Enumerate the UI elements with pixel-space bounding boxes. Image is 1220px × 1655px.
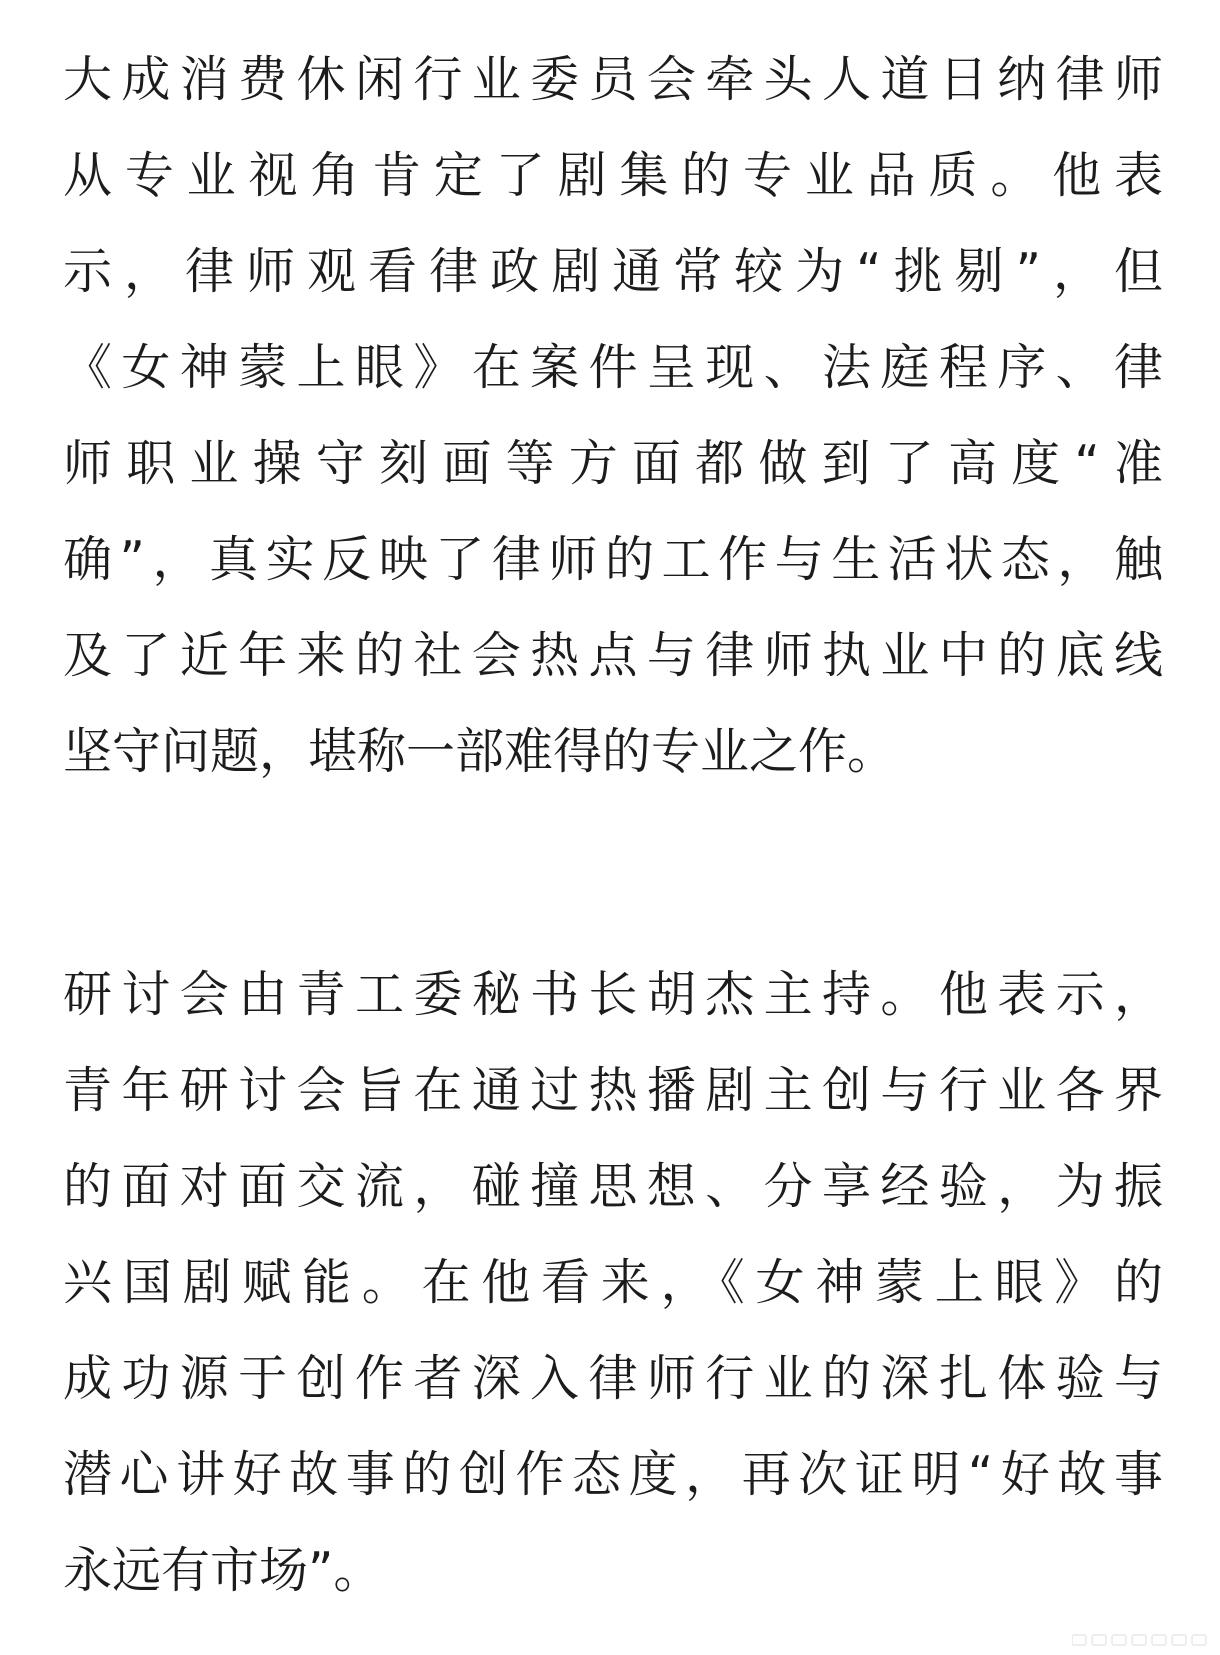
watermark-logo-icon <box>1072 1629 1212 1649</box>
paragraph-line: 坚守问题，堪称一部难得的专业之作。 <box>63 723 897 780</box>
paragraph-line: 师职业操守刻画等方面都做到了高度“准 <box>63 435 1163 492</box>
paragraph-line: 兴国剧赋能。在他看来，《女神蒙上眼》的 <box>63 1254 1163 1311</box>
paragraph-line: 成功源于创作者深入律师行业的深扎体验与 <box>63 1350 1163 1407</box>
paragraph-line: 大成消费休闲行业委员会牵头人道日纳律师 <box>63 51 1163 108</box>
paragraph-line: 潜心讲好故事的创作态度，再次证明“好故事 <box>63 1446 1163 1503</box>
paragraph-line: 永远有市场”。 <box>63 1542 383 1599</box>
article-paragraph-2 <box>63 947 1163 1619</box>
paragraph-line: 《女神蒙上眼》在案件呈现、法庭程序、律 <box>63 339 1163 396</box>
paragraph-line: 青年研讨会旨在通过热播剧主创与行业各界 <box>63 1062 1163 1119</box>
paragraph-line: 确”，真实反映了律师的工作与生活状态，触 <box>63 531 1163 588</box>
paragraph-line: 示，律师观看律政剧通常较为“挑剔”，但 <box>63 243 1163 300</box>
paragraph-line: 研讨会由青工委秘书长胡杰主持。他表示， <box>63 966 1163 1023</box>
paragraph-line: 从专业视角肯定了剧集的专业品质。他表 <box>63 147 1163 204</box>
paragraph-line: 及了近年来的社会热点与律师执业中的底线 <box>63 627 1163 684</box>
article-paragraph-1 <box>63 32 1163 800</box>
paragraph-line: 的面对面交流，碰撞思想、分享经验，为振 <box>63 1158 1163 1215</box>
